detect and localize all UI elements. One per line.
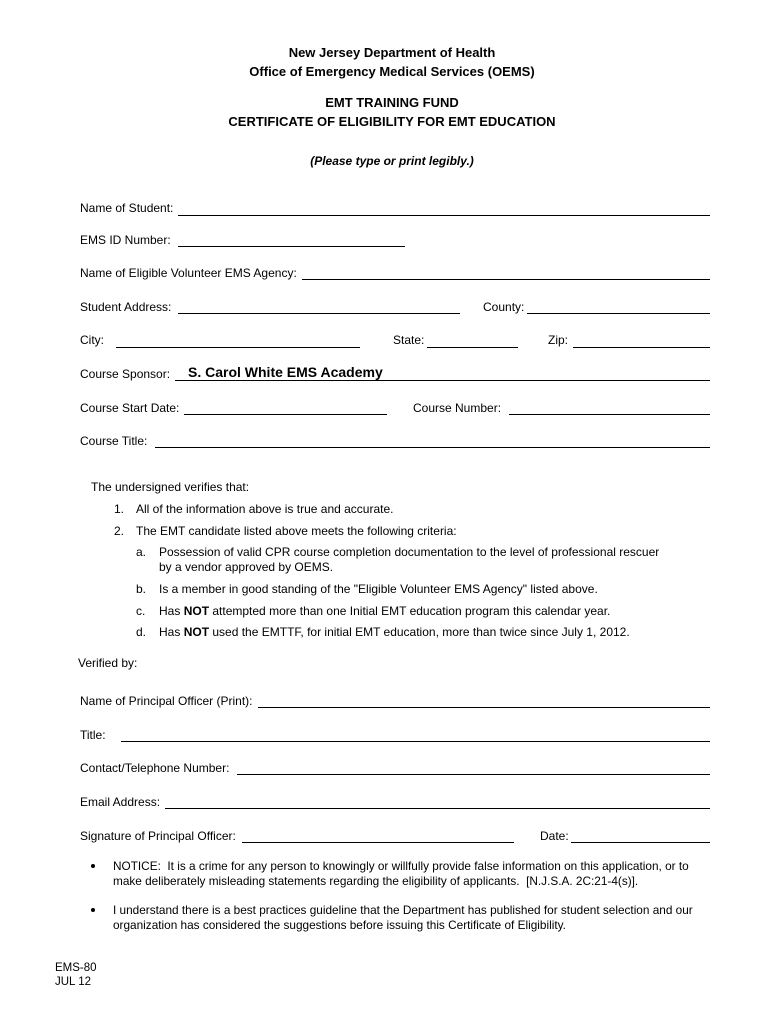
course-number-label: Course Number:: [413, 401, 502, 415]
ems-id-label: EMS ID Number:: [80, 233, 171, 247]
item-number: 2.: [114, 524, 125, 538]
agency-field[interactable]: [302, 262, 710, 280]
item-text: All of the information above is true and accurate.: [136, 502, 394, 516]
department-name: New Jersey Department of Health: [288, 45, 496, 60]
course-start-date-field[interactable]: [184, 397, 387, 415]
item-text: The EMT candidate listed above meets the following criteria:: [136, 524, 457, 538]
zip-label: Zip:: [548, 333, 569, 347]
county-field[interactable]: [527, 296, 710, 314]
principal-officer-name-field[interactable]: [258, 690, 710, 708]
date-field[interactable]: [571, 825, 710, 843]
criterion-text-pre: Has: [159, 604, 184, 618]
agency-label: Name of Eligible Volunteer EMS Agency:: [80, 266, 297, 280]
criterion-emphasis: NOT: [183, 604, 210, 618]
criterion-letter: c.: [136, 604, 146, 618]
criterion-text: Is a member in good standing of the "Eligible Volunteer EMS Agency" listed above.: [159, 582, 598, 596]
course-number-field[interactable]: [509, 397, 710, 415]
signature-label: Signature of Principal Officer:: [80, 829, 236, 843]
bullet-icon: [91, 864, 95, 868]
acknowledgement-text: I understand there is a best practices guideline that the Department has published for student selection and our: [113, 903, 693, 917]
student-name-field[interactable]: [178, 198, 710, 216]
form-subtitle: CERTIFICATE OF ELIGIBILITY FOR EMT EDUCATION: [228, 114, 556, 129]
date-label: Date:: [540, 829, 569, 843]
zip-field[interactable]: [573, 330, 710, 348]
student-address-field[interactable]: [178, 296, 460, 314]
bullet-icon: [91, 908, 95, 912]
criterion-text-post: attempted more than one Initial EMT education program this calendar year.: [209, 604, 611, 618]
course-title-label: Course Title:: [80, 434, 148, 448]
office-name: Office of Emergency Medical Services (OEMS): [249, 64, 535, 79]
form-id: EMS-80: [55, 962, 97, 974]
contact-phone-label: Contact/Telephone Number:: [80, 761, 230, 775]
course-start-date-label: Course Start Date:: [80, 401, 180, 415]
principal-officer-name-label: Name of Principal Officer (Print):: [80, 694, 253, 708]
notice-text: NOTICE: It is a crime for any person to knowingly or willfully provide false information on this application, or to: [113, 859, 689, 873]
email-label: Email Address:: [80, 795, 161, 809]
form-revision: JUL 12: [55, 976, 92, 988]
course-sponsor-label: Course Sponsor:: [80, 367, 171, 381]
item-number: 1.: [114, 502, 125, 516]
city-label: City:: [80, 333, 104, 347]
course-title-field[interactable]: [155, 430, 710, 448]
county-label: County:: [483, 300, 525, 314]
instruction-text: (Please type or print legibly.): [310, 154, 474, 168]
signature-field[interactable]: [242, 825, 514, 843]
title-label: Title:: [80, 728, 106, 742]
title-field[interactable]: [121, 724, 710, 742]
ems-id-field[interactable]: [178, 229, 405, 247]
criterion-letter: a.: [136, 545, 147, 559]
verified-by-heading: Verified by:: [78, 656, 138, 670]
criterion-text-continued: by a vendor approved by OEMS.: [159, 560, 334, 574]
criterion-text-post: used the EMTTF, for initial EMT education, more than twice since July 1, 2012.: [209, 625, 630, 639]
email-field[interactable]: [165, 791, 710, 809]
city-field[interactable]: [116, 330, 360, 348]
student-address-label: Student Address:: [80, 300, 172, 314]
criterion-letter: d.: [136, 625, 147, 639]
criterion-text: Possession of valid CPR course completion documentation to the level of professional rescuer: [159, 545, 660, 559]
criterion-text-pre: Has: [159, 625, 184, 639]
state-label: State:: [393, 333, 425, 347]
criterion-text: [159, 625, 630, 639]
contact-phone-field[interactable]: [237, 757, 710, 775]
form-title: EMT TRAINING FUND: [325, 95, 459, 110]
course-sponsor-field[interactable]: [175, 363, 710, 381]
notice-text-continued: make deliberately misleading statements regarding the eligibility of applicants. [N.J.S.A. 2C:21-4(s)].: [113, 874, 639, 888]
criterion-text: [159, 604, 610, 618]
acknowledgement-text-continued: organization has considered the suggestions before issuing this Certificate of Eligibility.: [113, 918, 566, 932]
criterion-letter: b.: [136, 582, 147, 596]
criterion-emphasis: NOT: [183, 625, 210, 639]
student-name-label: Name of Student:: [80, 201, 174, 215]
verification-intro: The undersigned verifies that:: [91, 480, 250, 494]
state-field[interactable]: [427, 330, 518, 348]
